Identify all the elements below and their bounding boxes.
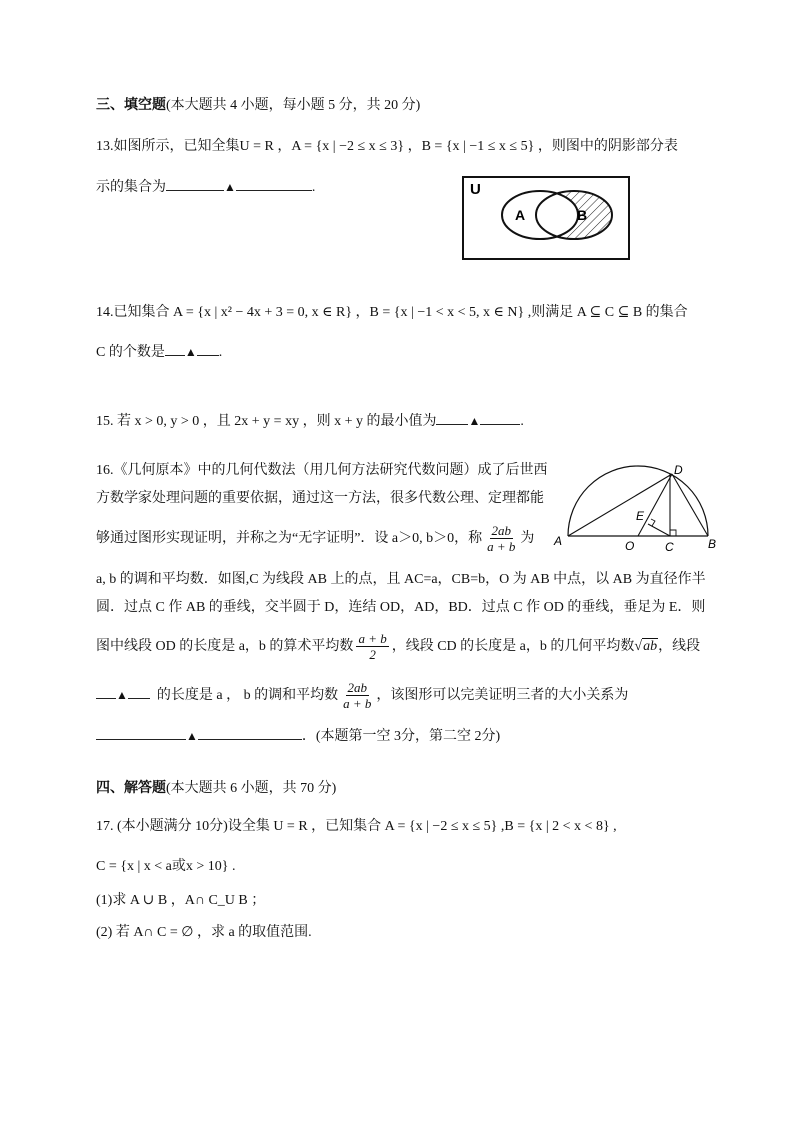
- q15-answer-blank-a: [436, 410, 468, 425]
- answer-marker: ▲: [468, 414, 481, 428]
- q16-answer2-blank-a: [96, 725, 186, 740]
- q16-line7-mid: 的长度是 a ， b 的调和平均数: [156, 688, 339, 703]
- q14-suffix: .: [218, 345, 223, 360]
- q17-line4: (2) 若 A∩ C = ∅ ，求 a 的取值范围.: [96, 925, 312, 940]
- q16-line1: 16.《几何原本》中的几何代数法（用几何方法研究代数问题）成了后世西: [96, 463, 548, 478]
- q16-line8-suffix: ．(本题第一空 3分，第二空 2分): [301, 729, 501, 744]
- answer-marker: ▲: [116, 688, 128, 702]
- semicircle-arc: [568, 466, 708, 536]
- q15-answer-blank-b: [480, 410, 520, 425]
- venn-u-label: U: [470, 181, 481, 198]
- q16-line4: a, b 的调和平均数．如图,C 为线段 AB 上的点，且 AC=a，CB=b，O 为 AB 中点，以 AB 为直径作半: [96, 572, 706, 587]
- q14-line1: 14.已知集合 A = {x | x² − 4x + 3 = 0, x ∈ R} ，B = {x | −1 < x < 5, x ∈ N} ,则满足 A ⊆ C ⊆ B 的集合: [96, 305, 688, 320]
- fraction-denominator: a + b: [487, 539, 516, 555]
- q16-answer1-blank-b: [128, 684, 150, 699]
- segment-ce: [648, 524, 670, 536]
- q16-line5: 圆．过点 C 作 AB 的垂线，交半圆于 D，连结 OD，AD，BD．过点 C 作 OD 的垂线，垂足为 E．则: [96, 600, 706, 615]
- q13-prefix: 示的集合为: [96, 180, 166, 195]
- q15-prefix: 15. 若 x > 0, y > 0 ，且 2x + y = xy ，则 x + y 的最小值为: [96, 414, 437, 429]
- q13-answer-blank-a: [166, 176, 224, 191]
- q16-line6-suffix: ，线段: [658, 639, 701, 654]
- q17-line3: (1)求 A ∪ B ，A∩ C_U B ；: [96, 893, 266, 908]
- q16-line8: [96, 725, 500, 746]
- section-4-note: (本大题共 6 小题，共 70 分): [166, 781, 337, 796]
- q16-line7: [96, 676, 628, 715]
- q16-line6-mid: ，线段 CD 的长度是 a，b 的几何平均数: [391, 639, 635, 654]
- q16-answer1-blank-a: [96, 684, 116, 699]
- q16-line3: [96, 520, 534, 558]
- q16-line3-suffix: 为: [520, 531, 535, 546]
- q17-line1: 17. (本小题满分 10分)设全集 U = R ，已知集合 A = {x | −2 ≤ x ≤ 5} ,B = {x | 2 < x < 8} ,: [96, 819, 617, 834]
- venn-a-label: A: [515, 207, 526, 223]
- q16-line7-suffix: ，该图形可以完美证明三者的大小关系为: [376, 688, 629, 703]
- right-angle-mark-c: [670, 530, 676, 536]
- harmonic-mean-fraction-2: [341, 680, 373, 711]
- right-angle-mark-e: [651, 519, 655, 526]
- geometric-mean-sqrt: ab: [643, 639, 658, 654]
- section-3-heading: [96, 95, 420, 115]
- q14-answer-blank-a: [165, 341, 185, 356]
- segment-bd: [672, 474, 708, 536]
- q15-line: [96, 410, 524, 431]
- fraction-numerator: 2ab: [347, 680, 367, 696]
- q15-suffix: .: [520, 414, 524, 429]
- section-4-title: 四、解答题: [96, 779, 166, 795]
- q14-line2: [96, 341, 222, 362]
- fraction-denominator: a + b: [343, 696, 372, 712]
- section-4-heading: [96, 778, 336, 798]
- point-b-label: B: [708, 537, 717, 551]
- segment-od: [638, 474, 672, 536]
- q16-line6: 图中线段 OD 的长度是 a，b 的算术平均数 $\frac{a + b}{2}$ ，线段 CD 的长度是 a，b 的几何平均数√ab，线段: [96, 631, 701, 663]
- q16-line6-text: 图中线段 OD 的长度是 a，b 的算术平均数: [96, 639, 354, 654]
- q13-line1: 13.如图所示，已知全集U = R ，A = {x | −2 ≤ x ≤ 3} ，B = {x | −1 ≤ x ≤ 5} ，则图中的阴影部分表: [96, 139, 678, 154]
- answer-marker: ▲: [224, 180, 236, 194]
- q13-suffix: .: [311, 180, 316, 195]
- semicircle-figure: [552, 460, 728, 556]
- q17-line2: C = {x | x < a或x > 10} .: [96, 859, 236, 874]
- segment-ad: [568, 474, 672, 536]
- q16-answer2-blank-b: [198, 725, 302, 740]
- q13-answer-blank-b: [236, 176, 312, 191]
- answer-marker: ▲: [186, 729, 198, 743]
- harmonic-mean-fraction: [485, 523, 517, 554]
- q14-answer-blank-b: [197, 341, 219, 356]
- arithmetic-mean-fraction: [356, 631, 388, 662]
- point-c-label: C: [665, 540, 674, 554]
- q14-prefix: C 的个数是: [96, 345, 165, 360]
- section-3-note: (本大题共 4 小题，每小题 5 分，共 20 分): [166, 98, 421, 113]
- fraction-numerator: a + b: [358, 631, 387, 647]
- set-a-ellipse: [502, 191, 578, 239]
- q13-line2: [96, 176, 315, 197]
- q16-line2: 方数学家处理问题的重要依据，通过这一方法，很多代数公理、定理都能: [96, 491, 544, 506]
- fraction-denominator: 2: [369, 647, 376, 663]
- q16-line3-text: 够通过图形实现证明，并称之为“无字证明”．设 a＞0, b＞0，称: [96, 531, 483, 546]
- answer-marker: ▲: [184, 345, 197, 359]
- point-a-label: A: [554, 534, 563, 548]
- point-o-label: O: [625, 539, 635, 553]
- fraction-numerator: 2ab: [491, 523, 512, 539]
- venn-diagram: [460, 175, 632, 261]
- point-e-label: E: [636, 509, 645, 523]
- point-d-label: D: [674, 463, 683, 477]
- venn-b-label: B: [577, 207, 588, 223]
- section-3-title: 三、填空题: [96, 96, 166, 112]
